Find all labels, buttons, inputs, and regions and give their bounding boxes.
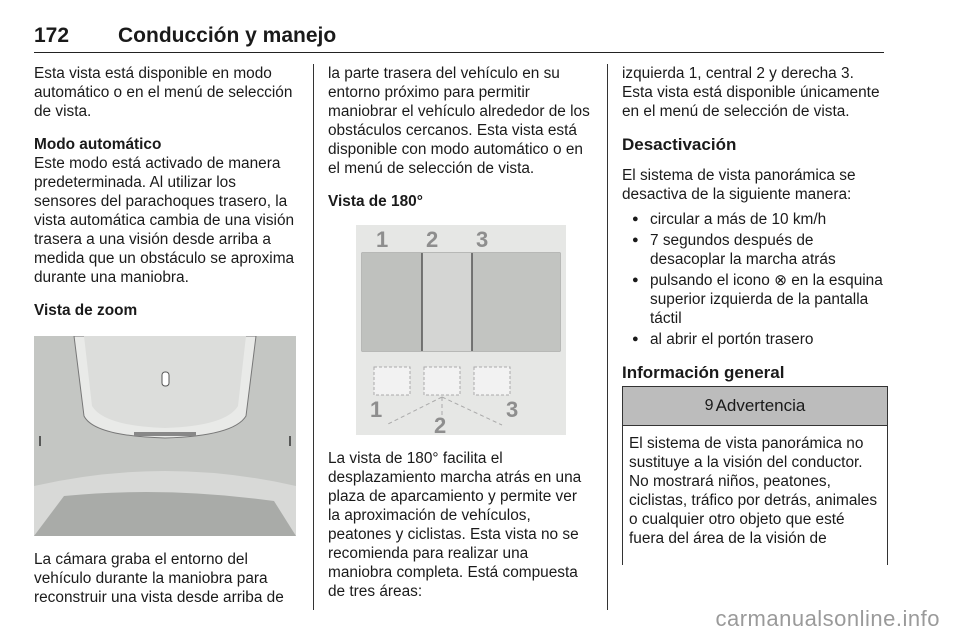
warning-header bbox=[623, 387, 887, 426]
column-divider-2 bbox=[607, 64, 608, 610]
list-item: ● pulsando el icono ⊗ en la esquina superior izquierda de la pantalla táctil bbox=[622, 271, 886, 328]
list-item: ● 7 segundos después de desacoplar la marcha atrás bbox=[622, 231, 886, 269]
auto-mode-heading: Modo automático bbox=[34, 136, 162, 153]
warning-box bbox=[622, 386, 888, 565]
warning-text: El sistema de vista panorámica no sustituye a la visión del conductor. No mostrará niños, peatones, ciclistas, tráfico por detrás, animales o cualquier otro objeto que esté fuera del área de la visión de bbox=[629, 435, 878, 547]
column-1 bbox=[34, 64, 300, 621]
page-number: 172 bbox=[34, 24, 70, 47]
deactivation-list bbox=[622, 210, 886, 349]
page-header bbox=[34, 22, 884, 53]
continuation-paragraph: la parte trasera del vehículo en su entorno próximo para permitir maniobrar el vehículo alrededor de los obstáculos cercanos. Esta vista está disponible con modo automático o en el menú de selección de vista. bbox=[328, 65, 590, 177]
deactivation-intro: El sistema de vista panorámica se desactiva de la siguiente manera: bbox=[622, 167, 856, 203]
view-180-heading: Vista de 180° bbox=[328, 193, 423, 210]
view-180-paragraph: La vista de 180° facilita el desplazamiento marcha atrás en una plaza de aparcamiento y permite ver la aproximación de vehículos, peatones y ciclistas. Esta vista no se recomienda para realizar una maniobra completa. Está compuesta de tres áreas: bbox=[328, 450, 582, 600]
continuation-paragraph-col3: izquierda 1, central 2 y derecha 3. Esta vista está disponible únicamente en el menú de selección de vista. bbox=[622, 65, 880, 120]
figure-label-1-top: 1 bbox=[376, 227, 389, 252]
list-item: ● circular a más de 10 km/h bbox=[622, 210, 886, 229]
warning-icon: 9 bbox=[704, 397, 714, 414]
general-info-heading: Información general bbox=[622, 363, 785, 382]
zoom-view-heading: Vista de zoom bbox=[34, 302, 138, 319]
zoom-view-image bbox=[34, 336, 296, 536]
intro-paragraph: Esta vista está disponible en modo automático o en el menú de selección de vista. bbox=[34, 65, 293, 120]
column-divider-1 bbox=[313, 64, 314, 610]
deactivation-heading: Desactivación bbox=[622, 135, 737, 154]
view-180-image bbox=[356, 225, 566, 435]
auto-mode-paragraph: Este modo está activado de manera predeterminada. Al utilizar los sensores del parachoques trasero, la vista automática cambia de una visión trasera a una visión desde arriba a medida que un obstáculo se aproxima durante una maniobra. bbox=[34, 155, 295, 286]
figure-label-2-bottom: 2 bbox=[434, 413, 447, 435]
figure-label-3-top: 3 bbox=[476, 227, 489, 252]
figure-label-3-bottom: 3 bbox=[506, 397, 519, 422]
zoom-view-paragraph: La cámara graba el entorno del vehículo durante la maniobra para reconstruir una vista desde arriba de bbox=[34, 551, 284, 606]
figure-label-1-bottom: 1 bbox=[370, 397, 383, 422]
column-2 bbox=[328, 64, 592, 615]
chapter-title: Conducción y manejo bbox=[118, 24, 337, 47]
figure-label-2-top: 2 bbox=[426, 227, 439, 252]
zoom-view-illustration bbox=[34, 336, 296, 536]
footer-watermark: carmanualsonline.info bbox=[715, 606, 940, 631]
warning-title: Advertencia bbox=[715, 396, 806, 415]
list-item: ● al abrir el portón trasero bbox=[622, 330, 886, 349]
view-180-illustration bbox=[356, 225, 566, 435]
column-3 bbox=[622, 64, 886, 394]
